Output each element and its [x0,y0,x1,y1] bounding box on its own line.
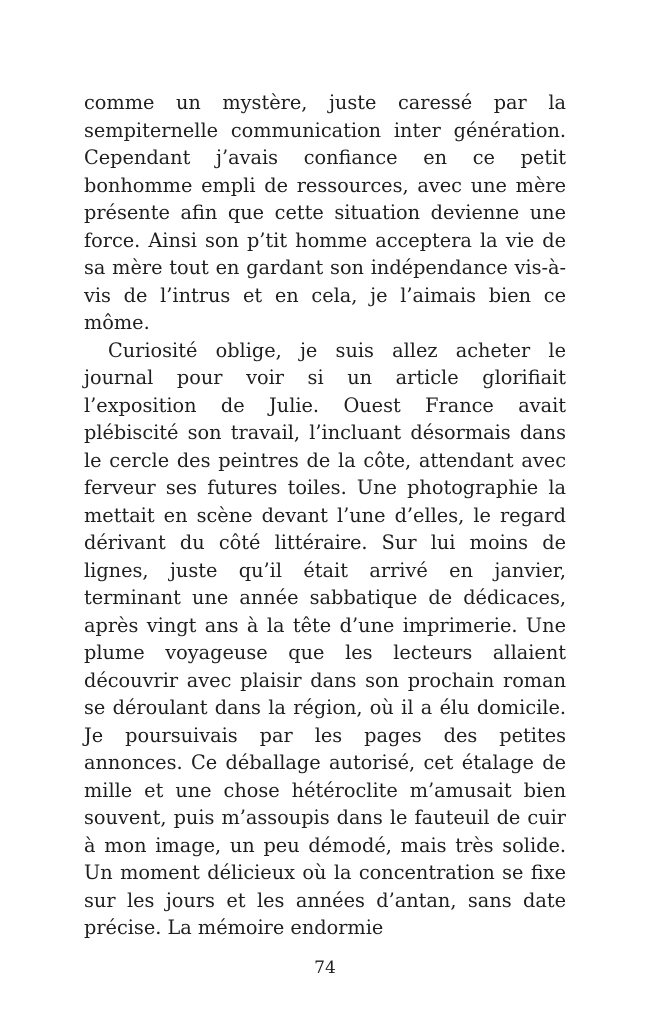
paragraph-continuation: comme un mystère, juste caressé par la sempiternelle communication inter génération. Cependant j’avais confiance en ce petit bonhomme empli de ressources, avec une mère présente afin que cette situation devienne une force. Ainsi son p’tit homme acceptera la vie de sa mère tout en gardant son indépendance vis-à-vis de l’intrus et en cela, je l’aimais bien ce môme. [84,91,566,334]
page-body [84,89,566,942]
page-number: 74 [314,958,336,978]
paragraph-curiosite: Curiosité oblige, je suis allez acheter le journal pour voir si un article glorifiait l’exposition de Julie. Ouest France avait plébiscité son travail, l’incluant désormais dans le cercle des peintres de la côte, attendant avec ferveur ses futures toiles. Une photographie la mettait en scène devant l’une d’elles, le regard dérivant du côté littéraire. Sur lui moins de lignes, juste qu’il était arrivé en janvier, terminant une année sabbatique de dédicaces, après vingt ans à la tête d’une imprimerie. Une plume voyageuse que les lecteurs allaient découvrir avec plaisir dans son prochain roman se déroulant dans la région, où il a élu domicile. Je poursuivais par les pages des petites annonces. Ce déballage autorisé, cet étalage de mille et une chose hétéroclite m’amusait bien souvent, puis m’assoupis dans le fauteuil de cuir à mon image, un peu démodé, mais très solide. Un moment délicieux où la concentration se fixe sur les jours et les années d’antan, sans date précise. La mémoire endormie [84,338,566,939]
